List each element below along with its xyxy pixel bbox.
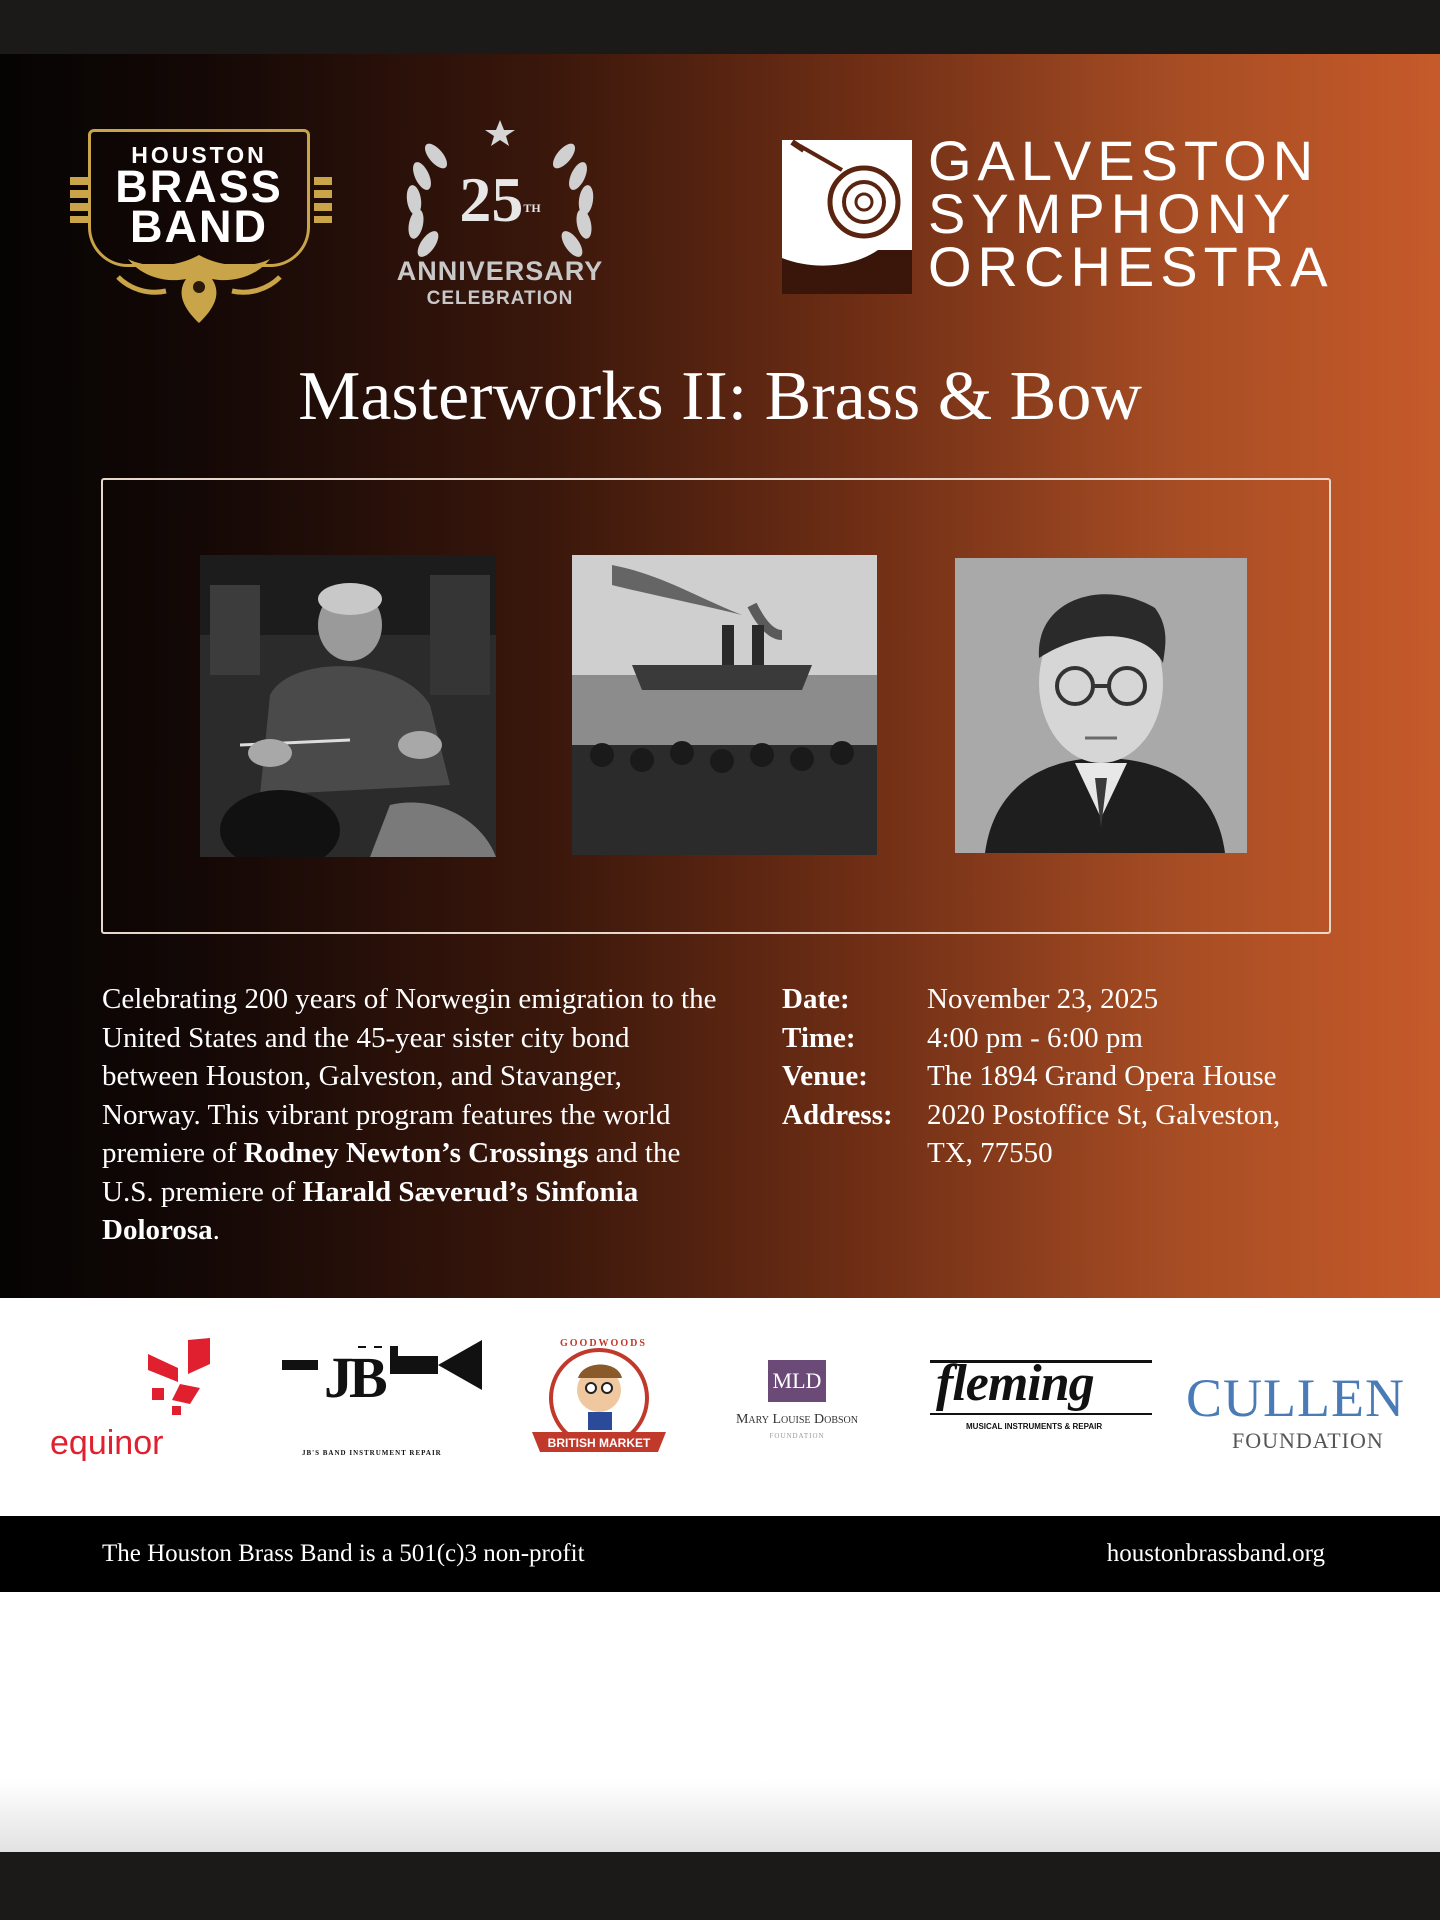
british-market-label: BRITISH MARKET	[547, 1436, 651, 1450]
footer-bar	[0, 1516, 1440, 1592]
address-line-2: TX, 77550	[927, 1137, 1053, 1169]
anniversary-badge	[388, 116, 612, 316]
anniversary-label: ANNIVERSARY	[396, 256, 604, 286]
logo-text-band: BAND	[130, 201, 268, 252]
french-horn-icon	[782, 140, 912, 294]
fleming-caption: MUSICAL INSTRUMENTS & REPAIR	[966, 1422, 1103, 1431]
venue-row	[782, 1057, 1342, 1096]
premiere-work-1: Rodney Newton’s Crossings	[243, 1137, 589, 1169]
conductor-image	[200, 555, 496, 857]
time-row	[782, 1019, 1342, 1058]
address-label: Address:	[782, 1098, 893, 1131]
logo-text-houston: HOUSTON	[131, 142, 267, 168]
address-line-1: 2020 Postoffice St, Galveston,	[927, 1098, 1281, 1131]
event-details	[782, 980, 1342, 1173]
sponsor-strip	[0, 1298, 1440, 1516]
date-label: Date:	[782, 983, 850, 1015]
premiere-work-2: Harald Sæverud’s Sinfonia Dolorosa	[102, 1175, 639, 1246]
cullen-logo: CULLEN	[1186, 1368, 1405, 1428]
logo-text-brass: BRASS	[115, 161, 283, 212]
goodwoods-label: GOODWOODS	[560, 1338, 647, 1349]
venue-label: Venue:	[782, 1060, 868, 1092]
cullen-foundation: FOUNDATION	[1232, 1428, 1384, 1453]
dobson-monogram: MLD	[768, 1360, 826, 1402]
logo-bars-left	[70, 177, 88, 223]
date-row	[782, 980, 1342, 1019]
jb-caption: JB'S BAND INSTRUMENT REPAIR	[302, 1449, 442, 1457]
dobson-name: Mary Louise Dobson	[735, 1412, 858, 1427]
composer-portrait-image	[955, 558, 1247, 853]
bottom-bar	[0, 1852, 1440, 1920]
conductor-photo	[200, 555, 496, 857]
galveston-symphony-orchestra-logo	[928, 129, 1334, 298]
equinor-logo: equinor	[50, 1424, 164, 1462]
steamship-photo	[572, 555, 877, 855]
anniversary-number: 25TH	[459, 164, 541, 235]
event-description: Celebrating 200 years of Norwegin emigration to the United States and the 45-year sister city bond between Houston, Galveston, and Stavanger, Norway. This vibrant program features the world premiere of Rodney Newton’s Crossings and the U.S. premiere of Harald Sæverud’s Sinfonia Dolorosa.	[102, 983, 717, 1246]
jb-logo-letters: JB	[318, 1348, 390, 1408]
gso-line-galveston: GALVESTON	[928, 129, 1320, 192]
date-value: November 23, 2025	[927, 983, 1159, 1015]
venue-value: The 1894 Grand Opera House	[927, 1060, 1277, 1092]
composer-portrait-photo	[955, 558, 1247, 853]
houston-brass-band-logo	[70, 129, 332, 324]
celebration-label: CELEBRATION	[426, 288, 574, 309]
address-row	[782, 1096, 1342, 1173]
website-link[interactable]: houstonbrassband.org	[1106, 1540, 1325, 1567]
bottom-fade	[0, 1780, 1440, 1852]
fleming-logo: fleming	[936, 1355, 1094, 1412]
equinor-star-icon	[142, 1338, 216, 1416]
steamship-image	[572, 555, 877, 855]
nonprofit-notice: The Houston Brass Band is a 501(c)3 non-profit	[102, 1540, 585, 1567]
event-title: Masterworks II: Brass & Bow	[298, 358, 1142, 435]
gso-line-symphony: SYMPHONY	[928, 182, 1297, 245]
logo-bars-right	[314, 177, 332, 223]
gso-line-orchestra: ORCHESTRA	[928, 235, 1334, 298]
top-bar	[0, 0, 1440, 54]
dobson-foundation: FOUNDATION	[769, 1432, 825, 1440]
gold-ornament-icon	[108, 247, 290, 327]
time-label: Time:	[782, 1021, 856, 1054]
time-value: 4:00 pm - 6:00 pm	[927, 1021, 1143, 1054]
